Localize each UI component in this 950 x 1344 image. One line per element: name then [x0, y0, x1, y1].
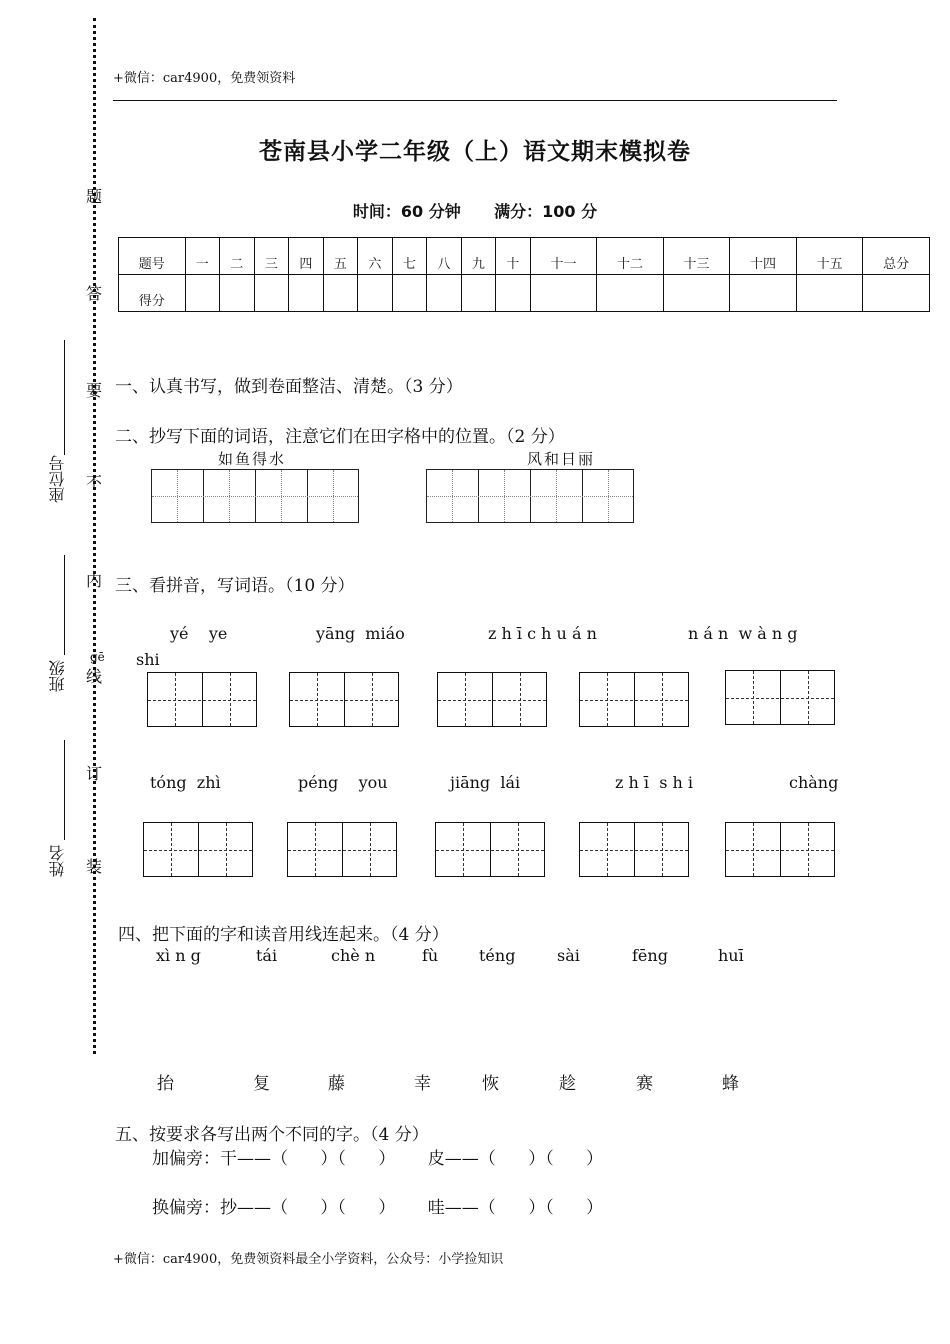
score-col: 七	[392, 238, 427, 275]
binding-char: 装	[85, 857, 102, 876]
pinyin-answer-box[interactable]	[437, 672, 547, 727]
score-col: 总分	[863, 238, 930, 275]
score-cell[interactable]	[730, 275, 797, 312]
score-col: 十三	[663, 238, 730, 275]
pinyin-prompt: z h ī s h i	[615, 773, 693, 792]
name-line	[64, 740, 65, 840]
match-pinyin[interactable]: sài	[557, 946, 580, 965]
match-pinyin[interactable]: téng	[479, 946, 516, 965]
binding-char: 订	[85, 764, 102, 783]
match-char[interactable]: 赛	[636, 1074, 653, 1094]
score-cell[interactable]	[392, 275, 427, 312]
match-char[interactable]: 恢	[482, 1074, 499, 1094]
score-cell[interactable]	[358, 275, 393, 312]
score-col: 十四	[730, 238, 797, 275]
question-5: 五、按要求各写出两个不同的字。（4 分）	[115, 1125, 429, 1145]
score-col: 十	[496, 238, 531, 275]
binding-char: 不	[85, 473, 102, 492]
score-table-header: 题号	[119, 238, 186, 275]
match-char[interactable]: 趁	[559, 1074, 576, 1094]
copy-word-2: 风和日丽	[527, 450, 596, 468]
binding-char: 线	[85, 667, 102, 686]
score-col: 三	[254, 238, 289, 275]
match-pinyin[interactable]: huī	[718, 946, 744, 965]
pinyin-answer-box[interactable]	[725, 670, 835, 725]
match-char[interactable]: 藤	[328, 1074, 345, 1094]
score-col: 十五	[796, 238, 863, 275]
score-col: 八	[427, 238, 462, 275]
pinyin-prompt: tóng zhì	[150, 773, 221, 792]
pinyin-prompt: shi	[136, 650, 160, 669]
stray-mark: ɡē	[90, 650, 105, 664]
score-col: 九	[461, 238, 496, 275]
pinyin-prompt: chàng	[789, 773, 839, 792]
score-col: 四	[289, 238, 324, 275]
score-cell[interactable]	[597, 275, 664, 312]
pinyin-prompt: z h ī c h u á n	[488, 624, 597, 643]
binding-char: 答	[85, 284, 102, 303]
header-rule	[113, 100, 837, 101]
score-col: 二	[220, 238, 255, 275]
binding-char: 题	[85, 187, 102, 206]
score-cell[interactable]	[663, 275, 730, 312]
score-cell[interactable]	[427, 275, 462, 312]
pinyin-answer-box[interactable]	[435, 822, 545, 877]
question-4: 四、把下面的字和读音用线连起来。（4 分）	[118, 925, 449, 945]
binding-char: 内	[85, 571, 102, 590]
pinyin-prompt: péng you	[298, 773, 388, 792]
binding-char: 要	[85, 381, 102, 400]
pinyin-answer-box[interactable]	[289, 672, 399, 727]
score-col: 五	[323, 238, 358, 275]
match-pinyin[interactable]: fēng	[632, 946, 668, 965]
score-row-label: 得分	[119, 275, 186, 312]
class-line	[64, 555, 65, 655]
footer-note: +微信：car4900，免费领资料最全小学资料，公众号：小学捡知识	[113, 1252, 504, 1267]
score-cell[interactable]	[461, 275, 496, 312]
score-cell[interactable]	[254, 275, 289, 312]
pinyin-prompt: yé ye	[170, 624, 228, 643]
match-pinyin[interactable]: chè n	[331, 946, 376, 965]
score-cell[interactable]	[289, 275, 324, 312]
question-1: 一、认真书写，做到卷面整洁、清楚。（3 分）	[115, 377, 463, 397]
question-2: 二、抄写下面的词语，注意它们在田字格中的位置。（2 分）	[115, 427, 565, 447]
header-wechat-note: +微信：car4900，免费领资料	[113, 71, 296, 86]
score-cell[interactable]	[185, 275, 220, 312]
pinyin-prompt: yāng miáo	[316, 624, 405, 643]
score-col: 十一	[530, 238, 597, 275]
match-pinyin[interactable]: xì n g	[156, 946, 201, 965]
score-cell[interactable]	[496, 275, 531, 312]
match-pinyin[interactable]: fù	[422, 946, 439, 965]
score-col: 六	[358, 238, 393, 275]
score-cell[interactable]	[530, 275, 597, 312]
page-title: 苍南县小学二年级（上）语文期末模拟卷	[259, 139, 691, 165]
radical-swap-line[interactable]: 换偏旁：抄——（ ）（ ） 哇——（ ）（ ）	[152, 1198, 604, 1218]
score-cell[interactable]	[863, 275, 930, 312]
pinyin-answer-box[interactable]	[147, 672, 257, 727]
tianzi-grid[interactable]	[426, 469, 634, 523]
seat-line	[64, 340, 65, 455]
score-col: 一	[185, 238, 220, 275]
pinyin-answer-box[interactable]	[579, 822, 689, 877]
score-cell[interactable]	[323, 275, 358, 312]
match-char[interactable]: 抬	[157, 1074, 174, 1094]
question-3: 三、看拼音，写词语。（10 分）	[115, 576, 355, 596]
copy-word-1: 如鱼得水	[218, 450, 287, 468]
seat-field-label: 座位号	[48, 455, 67, 503]
name-field-label: 姓名	[48, 845, 67, 877]
score-table	[118, 237, 930, 312]
pinyin-answer-box[interactable]	[725, 822, 835, 877]
tianzi-grid[interactable]	[151, 469, 359, 523]
binding-dotted-line	[93, 18, 96, 1054]
score-cell[interactable]	[796, 275, 863, 312]
radical-add-line[interactable]: 加偏旁：干——（ ）（ ） 皮——（ ）（ ）	[152, 1149, 604, 1169]
class-field-label: 班级	[48, 660, 67, 692]
match-char[interactable]: 幸	[414, 1074, 431, 1094]
match-char[interactable]: 复	[253, 1074, 270, 1094]
score-cell[interactable]	[220, 275, 255, 312]
pinyin-answer-box[interactable]	[143, 822, 253, 877]
match-pinyin[interactable]: tái	[256, 946, 278, 965]
score-col: 十二	[597, 238, 664, 275]
match-char[interactable]: 蜂	[722, 1074, 739, 1094]
pinyin-prompt: n á n w à n g	[688, 624, 798, 643]
pinyin-answer-box[interactable]	[287, 822, 397, 877]
pinyin-answer-box[interactable]	[579, 672, 689, 727]
pinyin-prompt: jiāng lái	[450, 773, 521, 792]
exam-time-score: 时间：60 分钟 满分：100 分	[352, 202, 598, 221]
